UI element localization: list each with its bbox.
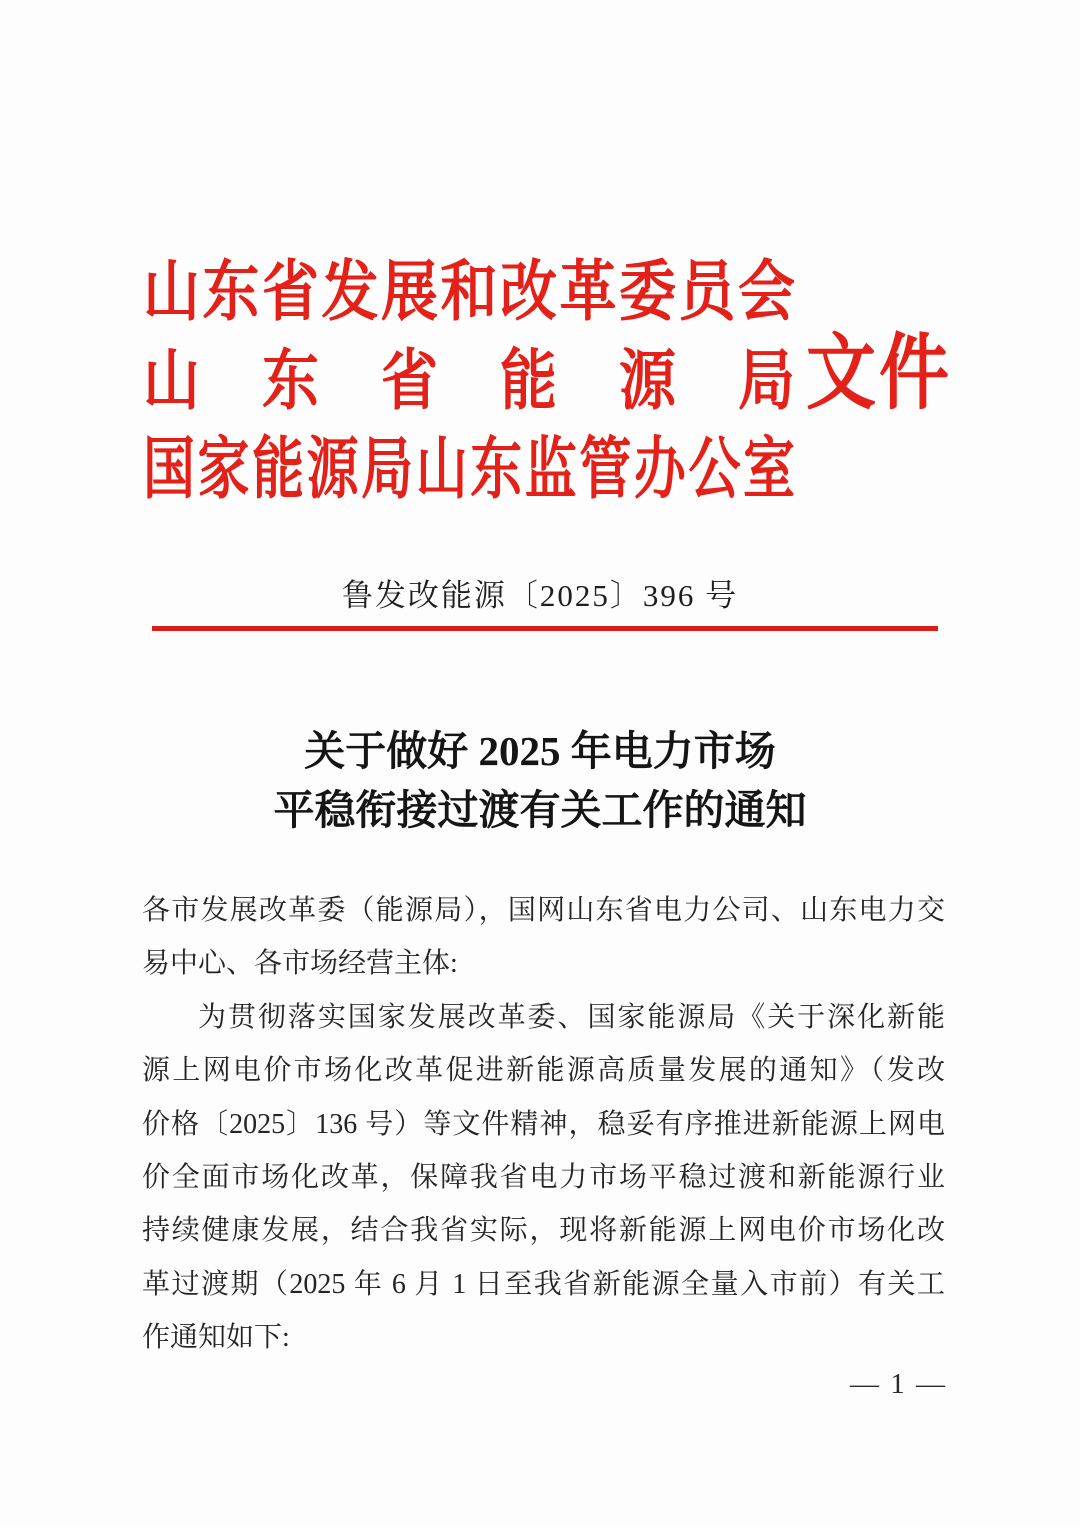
org-name-line-1: 山东省发展和改革委员会 — [143, 255, 795, 330]
org-name-line-2: 山东省能源局 — [143, 344, 795, 419]
document-title-line-1: 关于做好 2025 年电力市场 — [304, 728, 776, 774]
body-line: 革过渡期（2025 年 6 月 1 日至我省新能源全量入市前）有关工 — [142, 1268, 945, 1300]
body-line: 源上网电价市场化改革促进新能源高质量发展的通知》（发改 — [142, 1055, 945, 1087]
body-line: 价格〔2025〕136 号）等文件精神，稳妥有序推进新能源上网电 — [142, 1108, 945, 1140]
letterhead — [143, 248, 795, 515]
document-number: 鲁发改能源〔2025〕396 号 — [341, 578, 739, 613]
org-name-line-3: 国家能源局山东监管办公室 — [143, 433, 795, 508]
document-title-line-2: 平稳衔接过渡有关工作的通知 — [273, 787, 807, 833]
body-line: 为贯彻落实国家发展改革委、国家能源局《关于深化新能 — [198, 1001, 945, 1033]
red-divider-line — [152, 626, 938, 631]
document-title — [139, 722, 941, 840]
body-line: 各市发展改革委（能源局），国网山东省电力公司、山东电力交 — [142, 895, 945, 926]
body-line: 作通知如下: — [142, 1322, 290, 1354]
page-number: — 1 — — [850, 1368, 947, 1400]
body-line: 持续健康发展，结合我省实际，现将新能源上网电价市场化改 — [142, 1215, 945, 1247]
body-line: 价全面市场化改革，保障我省电力市场平稳过渡和新能源行业 — [142, 1162, 945, 1194]
body-line: 易中心、各市场经营主体: — [142, 948, 458, 980]
doc-type-label: 文件 — [806, 328, 952, 420]
document-body — [142, 884, 945, 1365]
